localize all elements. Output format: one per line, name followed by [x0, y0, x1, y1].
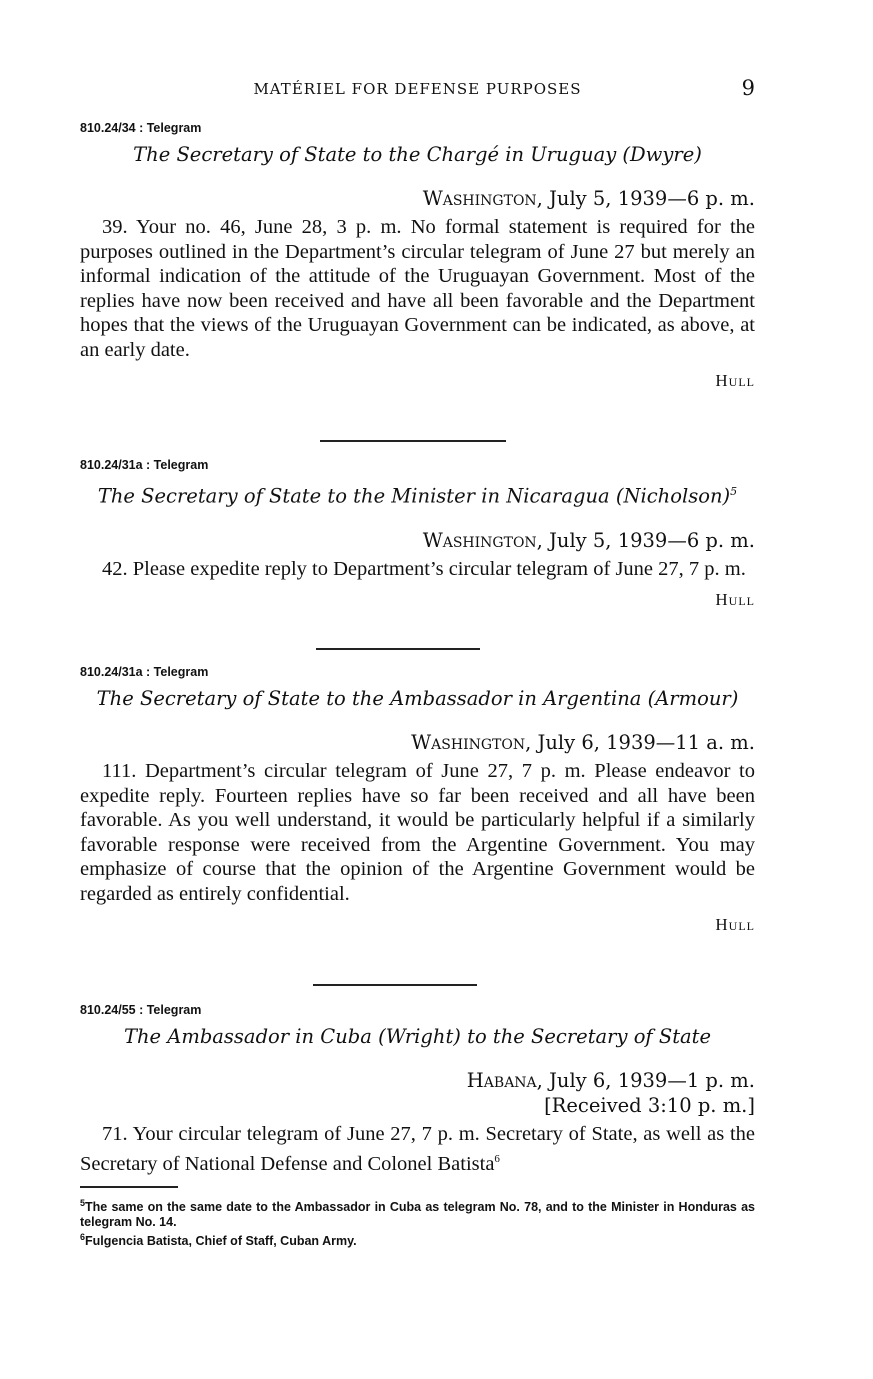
- footnote-reference: 5: [730, 485, 738, 498]
- signature: Hull: [715, 371, 755, 390]
- telegram-uruguay: [80, 120, 755, 391]
- dateline-place: Washington: [411, 731, 526, 754]
- telegram-heading: [80, 479, 755, 510]
- footnote: [80, 1230, 755, 1249]
- dateline-date: , July 5, 1939—6 p. m.: [536, 187, 755, 210]
- footnote-text: The same on the same date to the Ambassador in Cuba as telegram No. 78, and to the Minister in Honduras as telegram No. 14.: [80, 1200, 755, 1230]
- telegram-nicaragua: [80, 457, 755, 610]
- signature: Hull: [715, 915, 755, 934]
- footnote-reference: 6: [494, 1152, 500, 1165]
- dateline-place: Washington: [422, 528, 537, 552]
- running-title: MATÉRIEL FOR DEFENSE PURPOSES: [253, 80, 582, 98]
- telegram-body: 111. Department’s circular telegram of June 27, 7 p. m. Please endeavor to expedite reply. Fourteen replies have so far been received and all have been favorable. As you well understand, it would be particularly helpful if a similarly favorable response were received from the Argentine Government. You may emphasize of course that the opinion of the Argentine Government would be regarded as entirely confidential.: [80, 760, 755, 905]
- received-line: [Received 3:10 p. m.]: [544, 1094, 755, 1117]
- running-head: [80, 76, 755, 102]
- dateline-place: Habana: [466, 1069, 537, 1092]
- section-divider: [316, 648, 480, 650]
- footnote-text: Fulgencia Batista, Chief of Staff, Cuban Army.: [85, 1234, 357, 1249]
- telegram-body: [80, 1122, 755, 1176]
- dateline: [80, 186, 755, 211]
- page-number: 9: [741, 76, 755, 100]
- telegram-argentina: [80, 664, 755, 935]
- footnote: [80, 1196, 755, 1230]
- footnotes: [80, 1196, 755, 1249]
- file-reference: 810.24/34 : Telegram: [80, 121, 202, 135]
- telegram-heading: The Ambassador in Cuba (Wright) to the Secretary of State: [123, 1025, 712, 1048]
- signature: Hull: [715, 590, 755, 609]
- dateline-place: Washington: [422, 187, 537, 210]
- footnote-mark: 6: [80, 1232, 86, 1243]
- dateline-date: , July 6, 1939—1 p. m.: [536, 1069, 755, 1092]
- telegram-cuba: [80, 1002, 755, 1176]
- dateline: [80, 528, 755, 553]
- dateline: [80, 1068, 755, 1093]
- telegram-body: 39. Your no. 46, June 28, 3 p. m. No formal statement is required for the purposes outlined in the Department’s circular telegram of June 27 but merely an informal indication of the attitude of the Uruguayan Government. Most of the replies have now been received and have all been favorable and the Department hopes that the views of the Uruguayan Government can be indicated, as above, at an early date.: [80, 216, 755, 361]
- dateline-date: , July 5, 1939—6 p. m.: [536, 528, 755, 552]
- body-text: 71. Your circular telegram of June 27, 7 p. m. Secretary of State, as well as the Secretary of National Defense and Colonel Batista: [80, 1123, 755, 1175]
- dateline: [80, 730, 755, 755]
- heading-text: The Secretary of State to the Minister in Nicaragua (Nicholson): [97, 484, 731, 508]
- telegram-body: 42. Please expedite reply to Department’s circular telegram of June 27, 7 p. m.: [102, 557, 746, 580]
- file-reference: 810.24/31a : Telegram: [80, 458, 209, 472]
- file-reference: 810.24/55 : Telegram: [80, 1003, 202, 1017]
- telegram-heading: The Secretary of State to the Ambassador in Argentina (Armour): [96, 687, 739, 710]
- section-divider: [320, 440, 506, 442]
- telegram-heading: The Secretary of State to the Chargé in Uruguay (Dwyre): [133, 143, 702, 166]
- footnote-divider: [80, 1186, 178, 1188]
- footnote-mark: 5: [80, 1198, 86, 1208]
- section-divider: [313, 984, 477, 986]
- file-reference: 810.24/31a : Telegram: [80, 665, 209, 679]
- dateline-date: , July 6, 1939—11 a. m.: [525, 731, 755, 754]
